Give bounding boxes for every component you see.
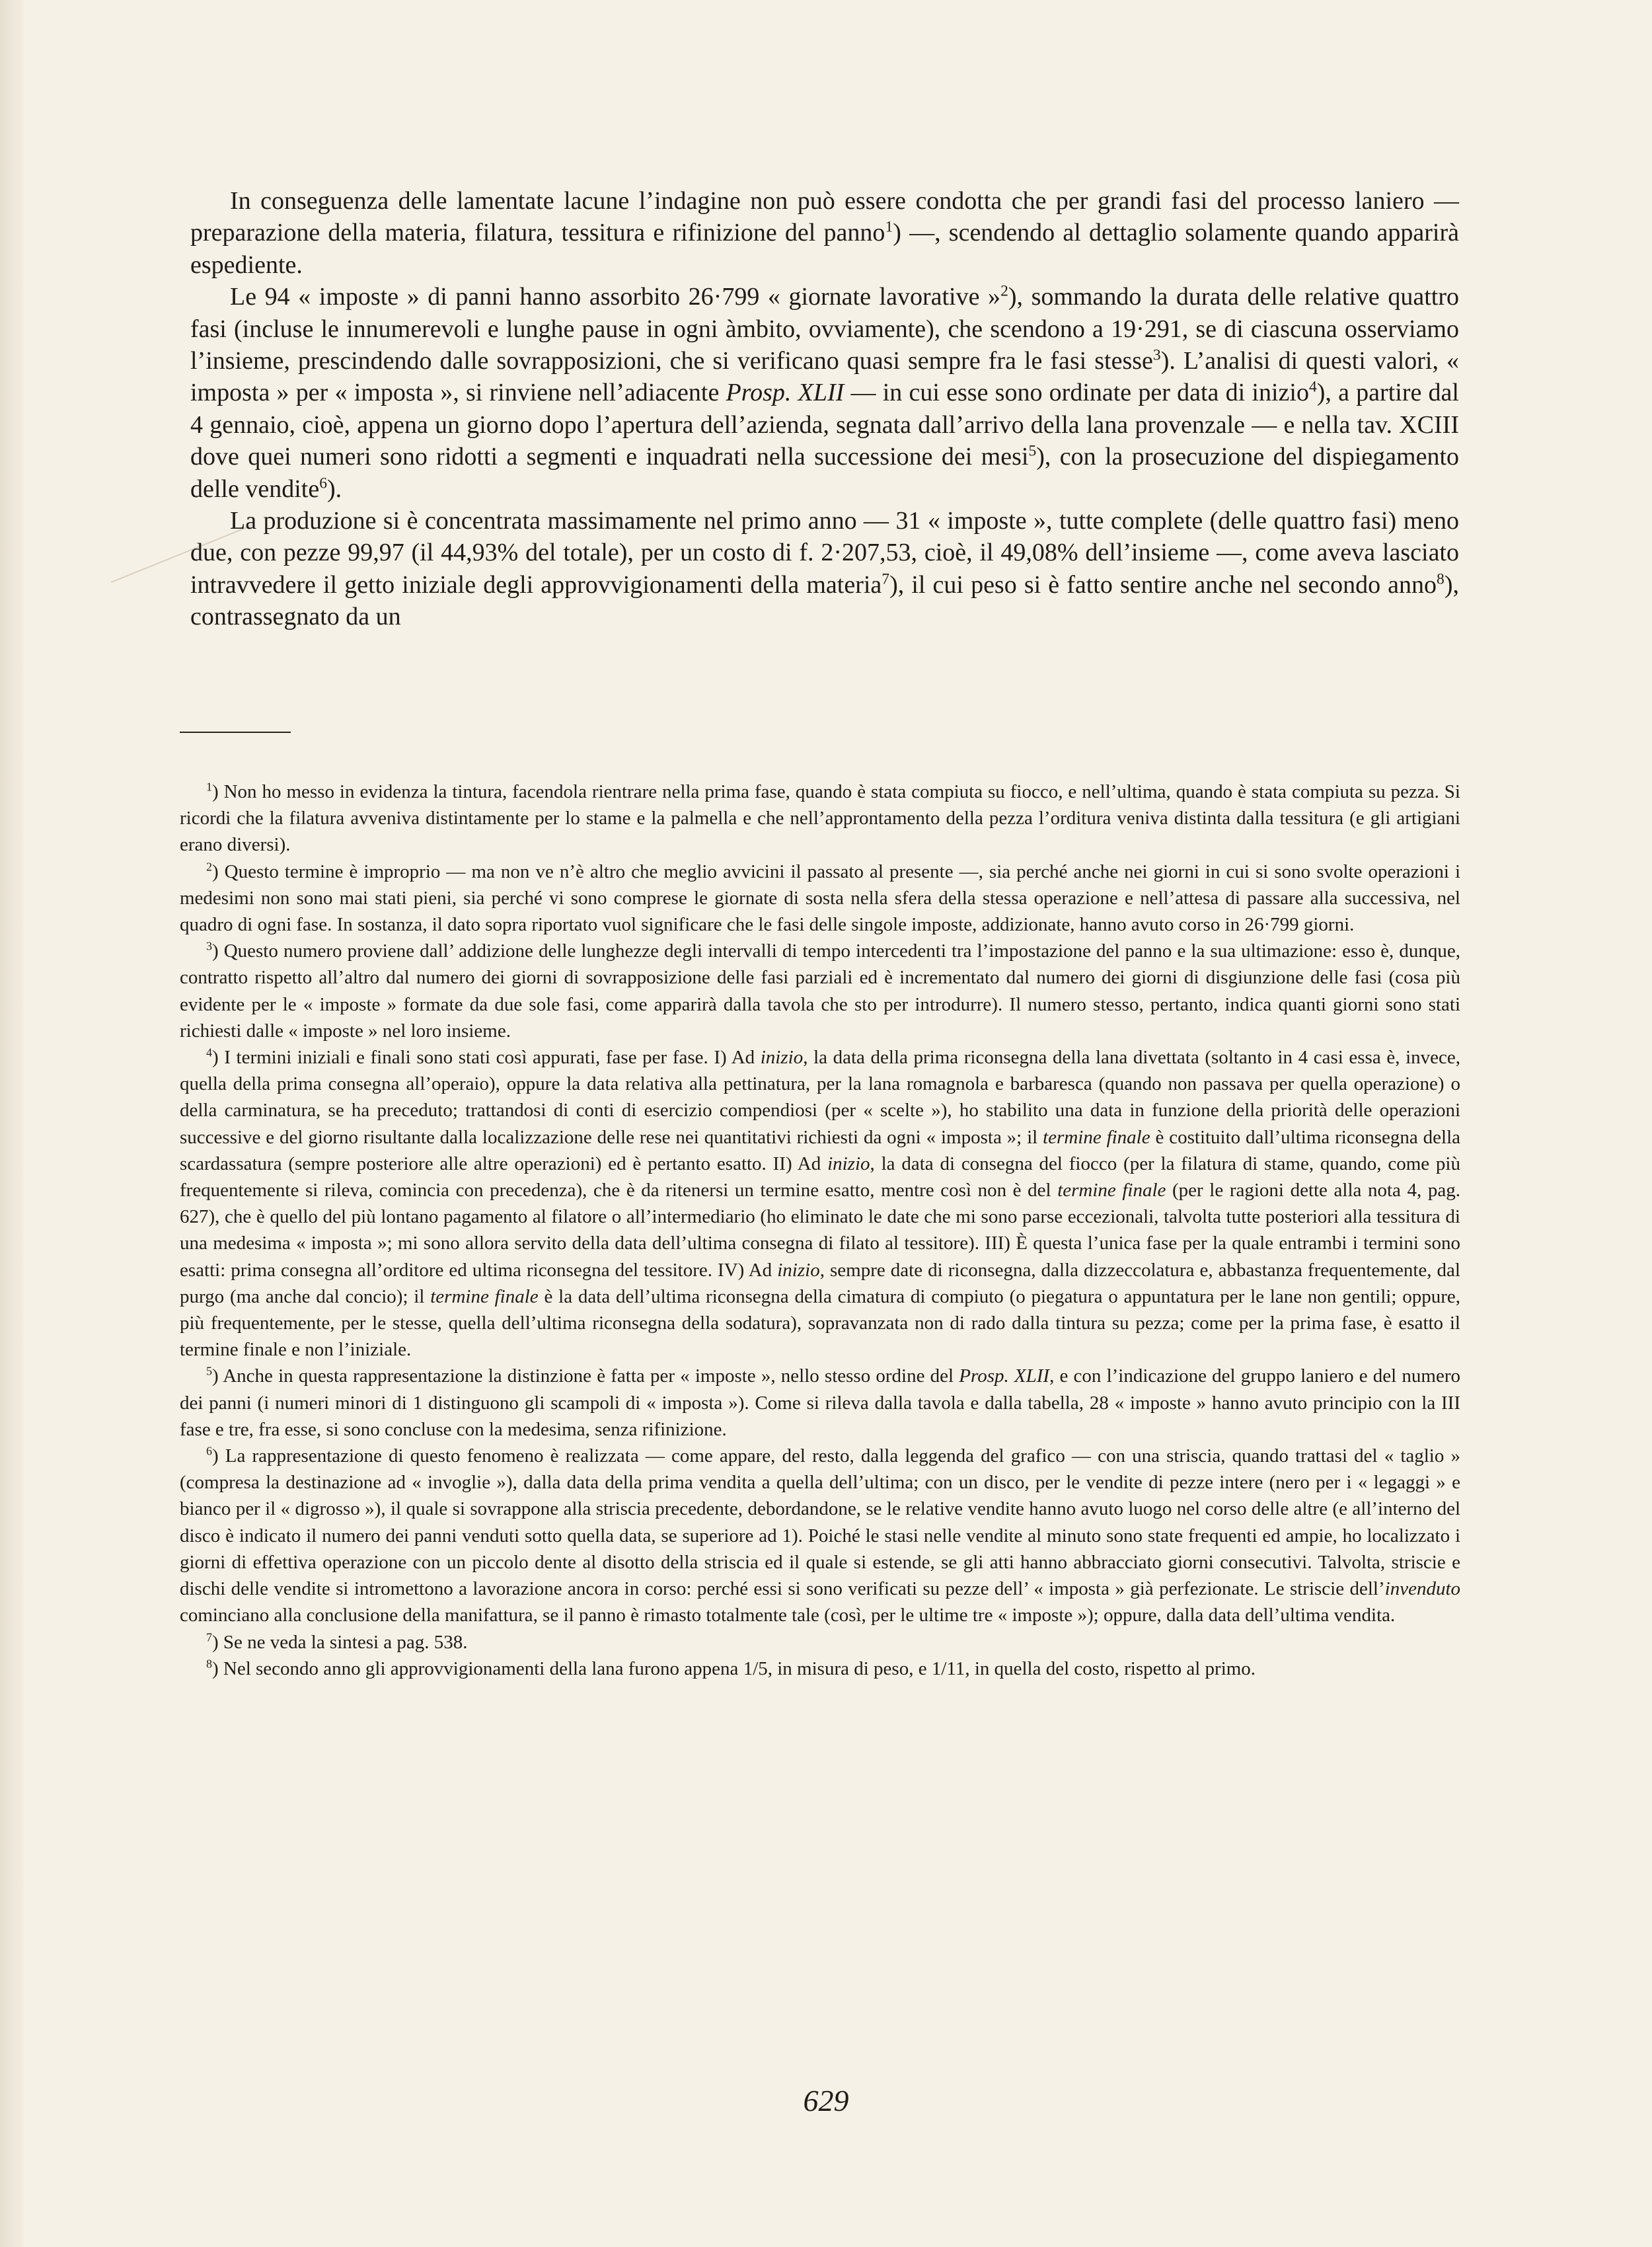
footnote-4: $^4$) I termini iniziali e finali sono stati così appurati, fase per fase. I) Ad inizio, la data della prima riconsegna della lana divettata (soltanto in 4 casi essa è, invece, quella della prima consegna all’operaio), oppure la data relativa alla pettinatura, per la lana romagnola e barbaresca (quando non passava per quella operazione) o della carminatura, se ha preceduto; trattandosi di conti di esercizio compendiosi (per « scelte »), ho stabilito una data in funzione della priorità delle operazioni successive e del giorno risultante dalla localizzazione delle rese nei quantitativi richiesti da ogni « imposta »; il termine finale è costituito dall’ultima riconsegna della scardassatura (sempre posteriore alle altre operazioni) ed è pertanto esatto. II) Ad inizio, la data di consegna del fiocco (per la filatura di stame, quando, come più frequentemente si rileva, comincia con precedenza), che è da ritenersi un termine esatto, mentre così non è del termine finale (per le ragioni dette alla nota 4, pag. 627), che è quello del più lontano pagamento al filatore o all’intermediario (ho eliminato le date che mi sono parse eccezionali, talvolta tutte posteriori alla tessitura di una medesima « imposta »; mi sono allora servito della data dell’ultima consegna di filato al tessitore). III) È questa l’unica fase per la quale entrambi i termini sono esatti: prima consegna all’orditore ed ultima riconsegna del tessitore. IV) Ad inizio, sempre date di riconsegna, dalla dizzeccolatura e, abbastanza frequentemente, dal purgo (ma anche dal concio); il termine finale è la data dell’ultima riconsegna della cimatura di compiuto (o piegatura o appuntatura per le lane non gentili; oppure, più frequentemente, per le stesse, quella dell’ultima riconsegna della sodatura), sopravanzata non di rado dalla tintura su pezza; come per la prima fase, è esatto il termine finale e non l’iniziale. (180, 1046, 1460, 1361)
paragraph-1: In conseguenza delle lamentate lacune l’indagine non può essere condotta che per grandi fasi del processo laniero — preparazione della materia, filatura, tessitura e rifinizione del panno$^1$) —, scendendo al dettaglio solamente quando apparirà espediente. (190, 187, 1460, 279)
footnote-2: $^2$) Questo termine è improprio — ma non ve n’è altro che meglio avvicini il passato al presente —, sia perché anche nei giorni in cui si sono svolte operazioni i medesimi non sono mai stati pieni, sia perché vi sono comprese le giornate di sosta nella sfera della stessa operazione e nell’attesa di passare alla successiva, nel quadro di ogni fase. In sostanza, il dato sopra riportato vuol significare che le fasi delle singole imposte, addizionate, hanno avuto corso in 26·799 giorni. (180, 859, 1460, 936)
paragraph-3: La produzione si è concentrata massimamente nel primo anno — 31 « imposte », tutte complete (delle quattro fasi) meno due, con pezze 99,97 (il 44,93% del totale), per un costo di f. 2·207,53, cioè, il 49,08% dell’insieme —, come aveva lasciato intravvedere il getto iniziale degli approvvigionamenti della materia$^7$), il cui peso si è fatto sentire anche nel secondo anno$^8$), contrassegnato da un (190, 507, 1459, 631)
paragraph-2: Le 94 « imposte » di panni hanno assorbito 26·799 « giornate lavorative »$^2$), sommando la durata delle relative quattro fasi (incluse le innumerevoli e lunghe pause in ogni àmbito, ovviamente), che scendono a 19·291, se di ciascuna osserviamo l’insieme, prescindendo dalle sovrapposizioni, che si verificano quasi sempre fra le fasi stesse$^3$). L’analisi di questi valori, « imposta » per « imposta », si rinviene nell’adiacente Prosp. XLII — in cui esse sono ordinate per data di inizio$^4$), a partire dal 4 gennaio, cioè, appena un giorno dopo l’apertura dell’azienda, segnata dall’arrivo della lana provenzale — e nella tav. XCIII dove quei numeri sono ridotti a segmenti e inquadrati nella successione dei mesi$^5$), con la prosecuzione del dispiegamento delle vendite$^6$). (190, 282, 1460, 503)
footnote-7: $^7$) Se ne veda la sintesi a pag. 538. (206, 1630, 468, 1653)
footnote-8: $^8$) Nel secondo anno gli approvvigionamenti della lana furono appena 1/5, in misura di peso, e 1/11, in quella del costo, rispetto al primo. (206, 1657, 1256, 1679)
footnotes (180, 779, 1460, 1682)
footnote-rule (180, 732, 291, 733)
footnote-3: $^3$) Questo numero proviene dall’ addizione delle lunghezze degli intervalli di tempo intercedenti tra l’impostazione del panno e la sua ultimazione: esso è, dunque, contratto rispetto all’altro dal numero dei giorni di sovrapposizione delle fasi parziali ed è incrementato dal numero dei giorni di disgiunzione delle fasi (cosa più evidente per le « imposte » formate da due sole fasi, come apparirà dalla tavola che sto per introdurre). Il numero stesso, pertanto, indica quanti giorni sono stati richiesti dalle « imposte » nel loro insieme. (180, 939, 1460, 1042)
main-text (190, 185, 1459, 633)
binding-edge (0, 0, 24, 2247)
footnote-5: $^5$) Anche in questa rappresentazione la distinzione è fatta per « imposte », nello stesso ordine del Prosp. XLII, e con l’indicazione del gruppo laniero e del numero dei panni (i numeri minori di 1 distinguono gli scampoli di « imposta »). Come si rileva dalla tavola e dalla tabella, 28 « imposte » hanno avuto principio con la III fase e tre, fra esse, si sono concluse con la medesima, senza rifinizione. (180, 1364, 1460, 1440)
footnote-1: $^1$) Non ho messo in evidenza la tintura, facendola rientrare nella prima fase, quando è stata compiuta su fiocco, e nell’ultima, quando è stata compiuta su pezza. Si ricordi che la filatura avveniva distintamente per lo stame e la palmella e che nell’approntamento della pezza l’orditura veniva distinta dalla tessitura (e gli artigiani erano diversi). (180, 780, 1460, 856)
page-number: 629 (803, 2084, 849, 2117)
footnote-6: $^6$) La rappresentazione di questo fenomeno è realizzata — come appare, del resto, dalla leggenda del grafico — con una striscia, quando trattasi del « taglio » (compresa la destinazione ad « invoglie »), dalla data della prima vendita a quella dell’ultima; con un disco, per le vendite di pezze intere (nero per i « legaggi » e bianco per il « digrosso »), il quale si sovrappone alla striscia precedente, debordandone, se le relative vendite hanno avuto luogo nel corso delle altre (e all’interno del disco è indicato il numero dei panni venduti sotto quella data, se superiore ad 1). Poiché le stasi nelle vendite al minuto sono state frequenti ed ampie, ho localizzato i giorni di effettiva operazione con un piccolo dente al disotto della striscia ed il quale si estende, se gli atti hanno abbracciato giorni consecutivi. Talvolta, striscie e dischi delle vendite si intromettono a lavorazione ancora in corso: perché essi si sono verificati su pezze dell’ « imposta » già perfezionate. Le striscie dell’invenduto cominciano alla conclusione della manifattura, se il panno è rimasto totalmente tale (così, per le ultime tre « imposte »); oppure, dalla data dell’ultima vendita. (180, 1444, 1460, 1626)
